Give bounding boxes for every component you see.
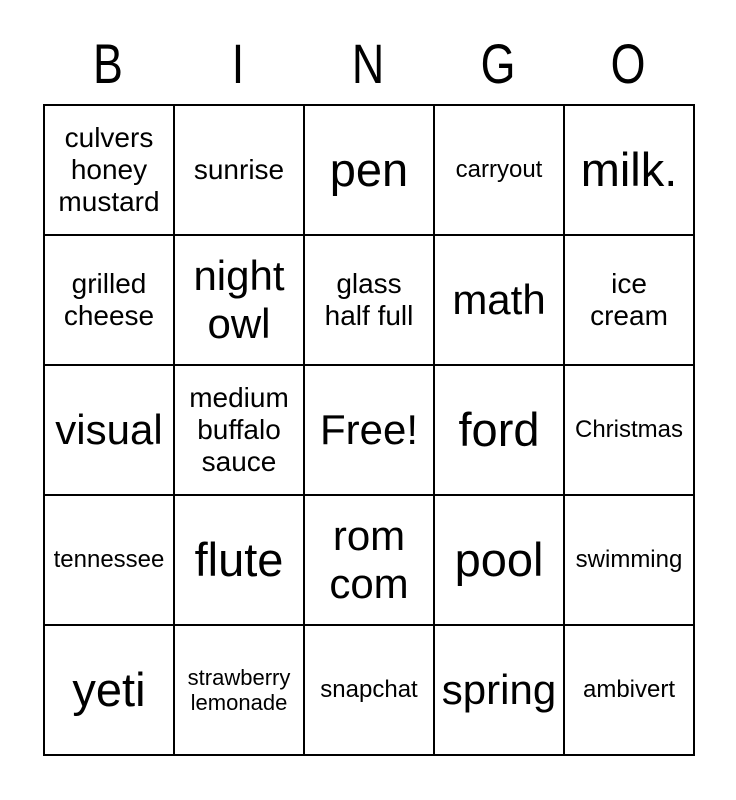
- header-letter-i: I: [231, 32, 245, 95]
- bingo-cell[interactable]: yeti: [44, 625, 174, 755]
- header-letter-b: B: [93, 32, 123, 95]
- bingo-cell[interactable]: math: [434, 235, 564, 365]
- bingo-cell[interactable]: pen: [304, 105, 434, 235]
- header-letter-g: G: [480, 32, 516, 95]
- bingo-grid: [43, 104, 695, 756]
- bingo-cell[interactable]: carryout: [434, 105, 564, 235]
- bingo-cell[interactable]: night owl: [174, 235, 304, 365]
- bingo-cell[interactable]: ford: [434, 365, 564, 495]
- bingo-header: [43, 34, 736, 94]
- bingo-cell[interactable]: flute: [174, 495, 304, 625]
- bingo-cell-free[interactable]: Free!: [304, 365, 434, 495]
- bingo-cell[interactable]: medium buffalo sauce: [174, 365, 304, 495]
- bingo-cell[interactable]: swimming: [564, 495, 694, 625]
- bingo-cell[interactable]: grilled cheese: [44, 235, 174, 365]
- bingo-cell[interactable]: sunrise: [174, 105, 304, 235]
- bingo-cell[interactable]: strawberry lemonade: [174, 625, 304, 755]
- bingo-cell[interactable]: culvers honey mustard: [44, 105, 174, 235]
- header-letter-n: N: [351, 32, 385, 95]
- bingo-cell[interactable]: pool: [434, 495, 564, 625]
- bingo-cell[interactable]: glass half full: [304, 235, 434, 365]
- bingo-cell[interactable]: visual: [44, 365, 174, 495]
- bingo-cell[interactable]: milk.: [564, 105, 694, 235]
- bingo-cell[interactable]: rom com: [304, 495, 434, 625]
- bingo-cell[interactable]: ambivert: [564, 625, 694, 755]
- bingo-cell[interactable]: tennessee: [44, 495, 174, 625]
- bingo-cell[interactable]: Christmas: [564, 365, 694, 495]
- bingo-cell[interactable]: snapchat: [304, 625, 434, 755]
- header-letter-o: O: [610, 32, 646, 95]
- bingo-cell[interactable]: spring: [434, 625, 564, 755]
- bingo-cell[interactable]: ice cream: [564, 235, 694, 365]
